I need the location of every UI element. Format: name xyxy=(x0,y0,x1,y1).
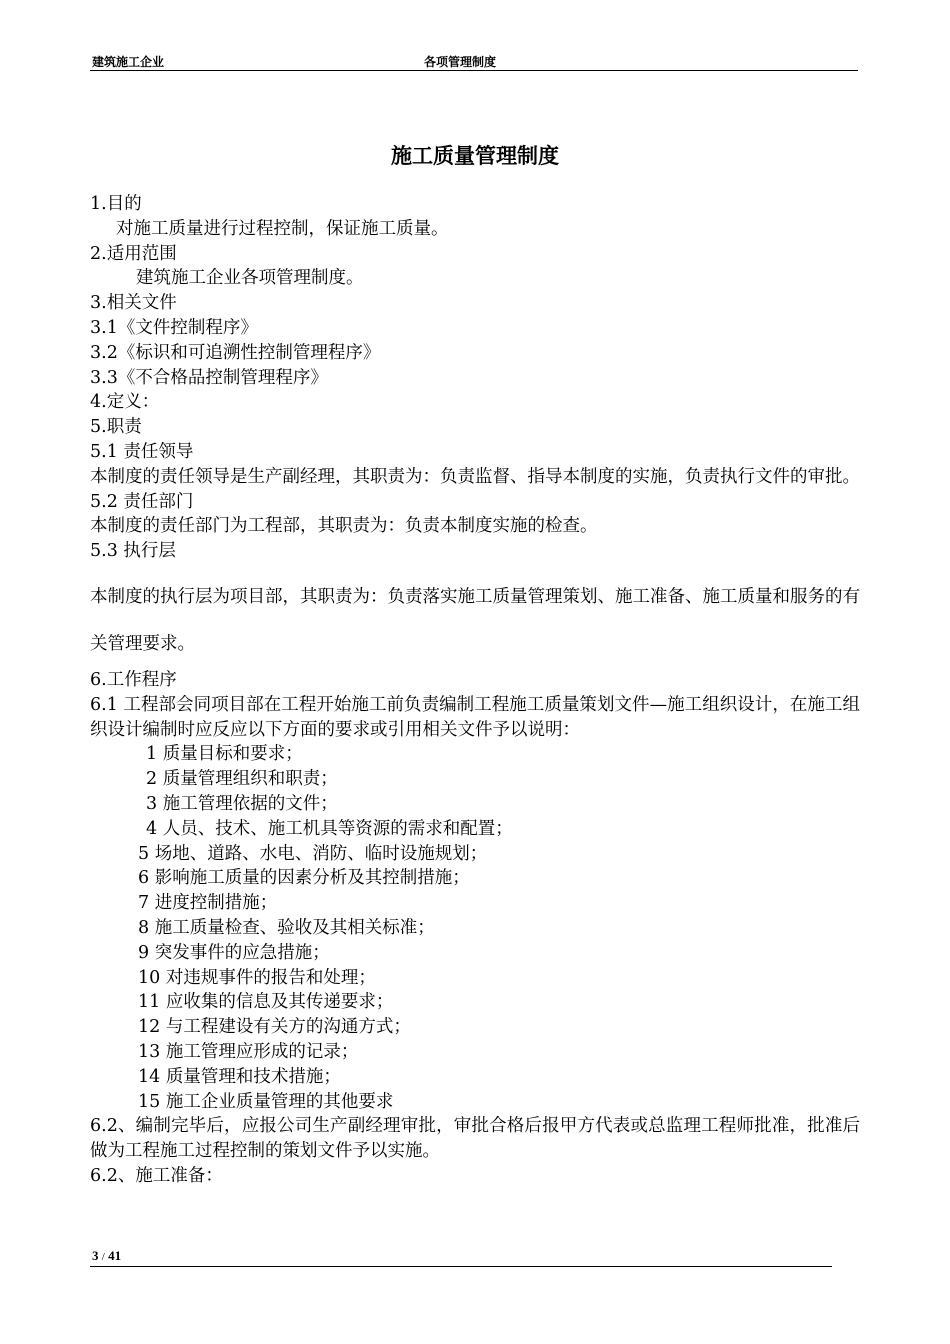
list-item: 5 场地、道路、水电、消防、临时设施规划； xyxy=(138,843,488,864)
list-item: 11 应收集的信息及其传递要求； xyxy=(138,992,394,1013)
document-body xyxy=(90,192,860,1189)
section-heading: 6.工作程序 xyxy=(90,669,177,690)
section-heading: 2.适用范围 xyxy=(90,243,177,264)
subsection-heading: 6.2、施工准备： xyxy=(90,1165,223,1186)
section-heading: 5.职责 xyxy=(90,417,142,438)
paragraph: 本制度的责任部门为工程部，其职责为：负责本制度实施的检查。 xyxy=(90,516,598,537)
reference-item: 3.3《不合格品控制管理程序》 xyxy=(90,367,328,388)
reference-item: 3.2《标识和可追溯性控制管理程序》 xyxy=(90,342,381,363)
document-title: 施工质量管理制度 xyxy=(391,144,559,168)
list-item: 9 突发事件的应急措施； xyxy=(138,942,330,963)
paragraph: 建筑施工企业各项管理制度。 xyxy=(136,268,364,289)
list-item: 8 施工质量检查、验收及其相关标准； xyxy=(138,917,435,938)
paragraph: 6.1 工程部会同项目部在工程开始施工前负责编制工程施工质量策划文件—施工组织设计，在施工组织设计编制时应反应以下方面的要求或引用相关文件予以说明： xyxy=(90,694,860,740)
list-item: 7 进度控制措施； xyxy=(138,893,278,914)
subsection-heading: 5.2 责任部门 xyxy=(90,491,194,512)
list-item: 3 施工管理依据的文件； xyxy=(146,793,338,814)
paragraph: 本制度的执行层为项目部，其职责为：负责落实施工质量管理策划、施工准备、施工质量和服务的有关管理要求。 xyxy=(90,586,860,654)
list-item: 1 质量目标和要求； xyxy=(146,744,303,765)
list-item: 13 施工管理应形成的记录； xyxy=(138,1041,359,1062)
page-header xyxy=(90,50,858,71)
paragraph: 本制度的责任领导是生产副经理，其职责为：负责监督、指导本制度的实施，负责执行文件的审批。 xyxy=(90,466,860,487)
reference-item: 3.1《文件控制程序》 xyxy=(90,317,258,338)
page-footer xyxy=(90,1248,832,1267)
total-pages: 41 xyxy=(108,1248,122,1263)
section-heading: 3.相关文件 xyxy=(90,293,177,314)
header-company: 建筑施工企业 xyxy=(92,55,165,69)
subsection-heading: 5.3 执行层 xyxy=(90,541,176,562)
section-heading: 4.定义： xyxy=(90,392,160,413)
list-item: 2 质量管理组织和职责； xyxy=(146,769,338,790)
current-page: 3 xyxy=(92,1248,99,1263)
list-item: 12 与工程建设有关方的沟通方式； xyxy=(138,1017,411,1038)
header-doc-title: 各项管理制度 xyxy=(424,55,497,69)
section-heading: 1.目的 xyxy=(90,194,142,214)
page-number xyxy=(92,1248,121,1264)
list-item: 6 影响施工质量的因素分析及其控制措施； xyxy=(138,868,470,889)
paragraph: 对施工质量进行过程控制，保证施工质量。 xyxy=(116,218,449,239)
subsection-heading: 5.1 责任领导 xyxy=(90,441,194,462)
list-item: 4 人员、技术、施工机具等资源的需求和配置； xyxy=(146,818,513,839)
list-item: 15 施工企业质量管理的其他要求 xyxy=(138,1091,394,1112)
page-separator: / xyxy=(101,1251,105,1263)
list-item: 10 对违规事件的报告和处理； xyxy=(138,967,376,988)
list-item: 14 质量管理和技术措施； xyxy=(138,1066,341,1087)
paragraph: 6.2、编制完毕后，应报公司生产副经理审批，审批合格后报甲方代表或总监理工程师批准，批准后做为工程施工过程控制的策划文件予以实施。 xyxy=(90,1116,860,1162)
